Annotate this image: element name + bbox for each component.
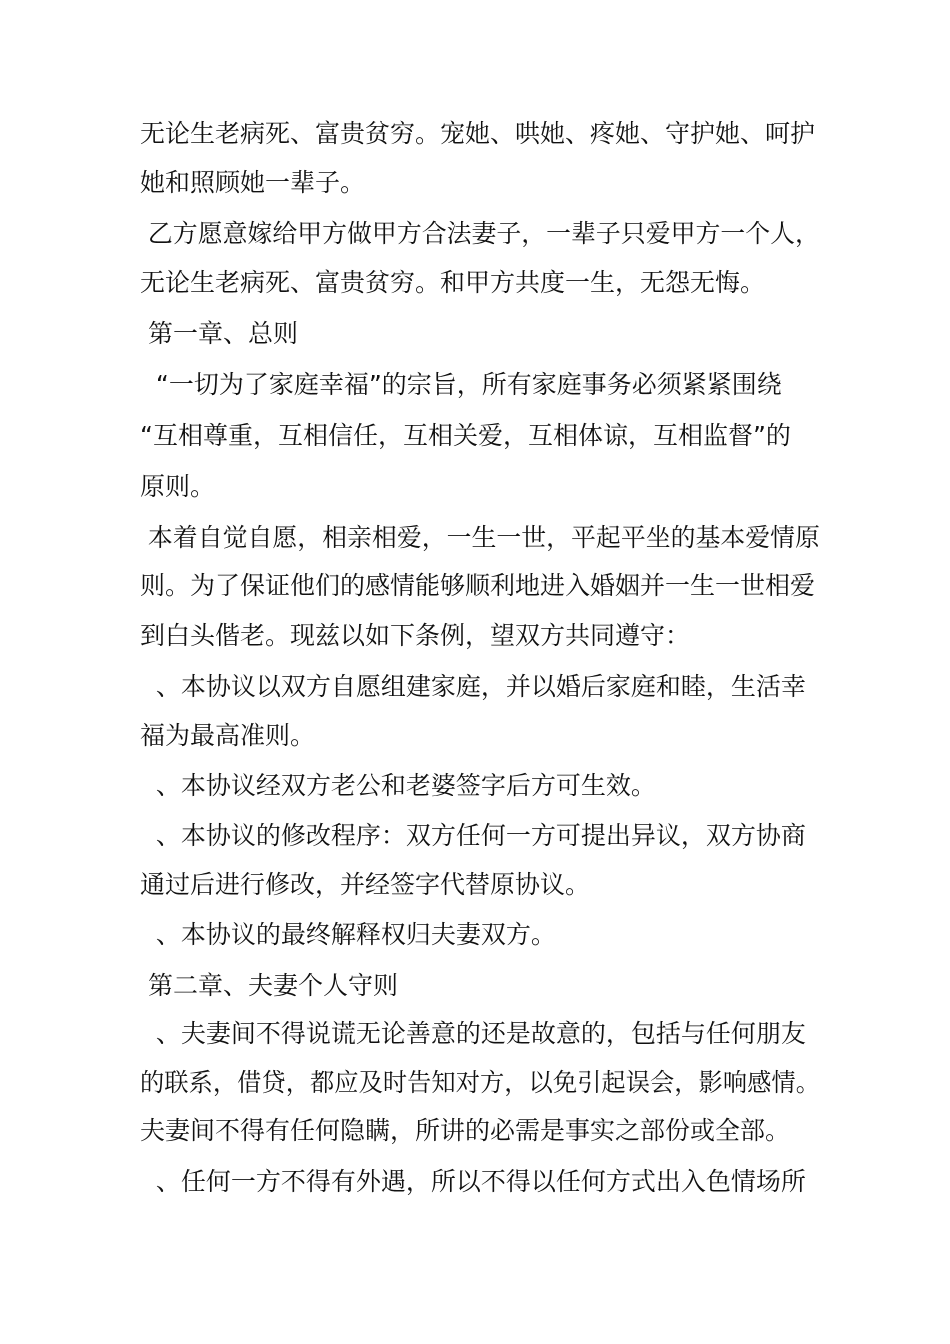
text-line: 、本协议以双方自愿组建家庭，并以婚后家庭和睦，生活幸	[140, 672, 806, 701]
text-line: 通过后进行修改，并经签字代替原协议。	[140, 870, 591, 899]
text-line: 、本协议经双方老公和老婆签字后方可生效。	[140, 771, 656, 800]
text-line: 她和照顾她一辈子。	[140, 168, 366, 197]
text-line: 无论生老病死、富贵贫穷。宠她、哄她、疼她、守护她、呵护	[140, 119, 816, 148]
text-line: 福为最高准则。	[140, 721, 316, 750]
chapter-heading: 第一章、总则	[140, 319, 298, 348]
text-line: 乙方愿意嫁给甲方做甲方合法妻子，一辈子只爱甲方一个人，	[140, 219, 820, 248]
text-line: “一切为了家庭幸福”的宗旨，所有家庭事务必须紧紧围绕	[140, 370, 782, 399]
text-line: 、任何一方不得有外遇，所以不得以任何方式出入色情场所	[140, 1167, 806, 1196]
text-line: 无论生老病死、富贵贫穷。和甲方共度一生，无怨无悔。	[140, 268, 766, 297]
text-line: 原则。	[140, 472, 216, 501]
text-line: “互相尊重，互相信任，互相关爱，互相体谅，互相监督”的	[140, 421, 791, 450]
text-line: 的联系，借贷，都应及时告知对方，以免引起误会，影响感情。	[140, 1068, 820, 1097]
chapter-heading: 第二章、夫妻个人守则	[140, 971, 398, 1000]
text-line: 、夫妻间不得说谎无论善意的还是故意的，包括与任何朋友	[140, 1019, 806, 1048]
text-line: 、本协议的修改程序：双方任何一方可提出异议，双方协商	[140, 821, 806, 850]
text-line: 则。为了保证他们的感情能够顺利地进入婚姻并一生一世相爱	[140, 571, 816, 600]
text-line: 、本协议的最终解释权归夫妻双方。	[140, 920, 556, 949]
text-line: 到白头偕老。现兹以如下条例，望双方共同遵守：	[140, 621, 691, 650]
text-line: 夫妻间不得有任何隐瞒，所讲的必需是事实之部份或全部。	[140, 1116, 791, 1145]
text-line: 本着自觉自愿，相亲相爱，一生一世，平起平坐的基本爱情原	[140, 523, 820, 552]
